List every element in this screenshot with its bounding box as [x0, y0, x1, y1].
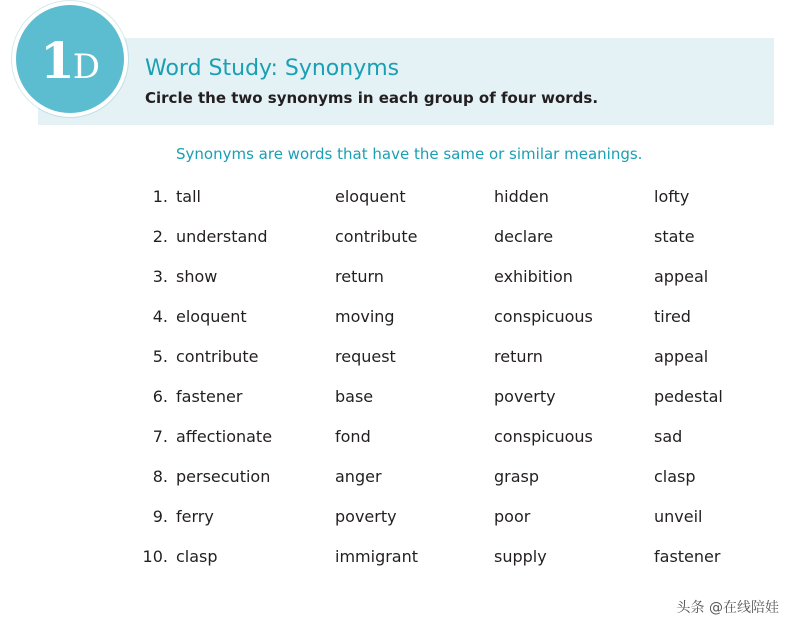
word-option[interactable]: state: [654, 227, 695, 246]
row-number: 2.: [152, 227, 168, 246]
word-group-row: [0, 343, 795, 383]
word-group-row: [0, 303, 795, 343]
word-option[interactable]: poverty: [494, 387, 556, 406]
word-option[interactable]: fond: [335, 427, 371, 446]
word-group-row: [0, 543, 795, 583]
word-option[interactable]: eloquent: [335, 187, 406, 206]
word-option[interactable]: ferry: [176, 507, 214, 526]
word-option[interactable]: pedestal: [654, 387, 723, 406]
word-option[interactable]: hidden: [494, 187, 549, 206]
word-option[interactable]: grasp: [494, 467, 540, 486]
watermark: 头条 @在线陪娃: [676, 600, 779, 616]
lesson-badge: [12, 1, 128, 117]
row-number: 3.: [152, 267, 168, 286]
word-option[interactable]: clasp: [654, 467, 696, 486]
word-option[interactable]: return: [335, 267, 384, 286]
row-number: 10.: [142, 547, 168, 566]
word-group-row: [0, 503, 795, 543]
word-option[interactable]: contribute: [176, 347, 259, 366]
word-option[interactable]: contribute: [335, 227, 418, 246]
word-option[interactable]: base: [335, 387, 374, 406]
word-group-row: [0, 423, 795, 463]
header-band: [38, 38, 774, 125]
badge-letter: D: [72, 47, 101, 87]
row-number: 5.: [152, 347, 168, 366]
section-instruction: Circle the two synonyms in each group of four words.: [145, 89, 599, 107]
word-option[interactable]: tall: [176, 187, 201, 206]
word-option[interactable]: appeal: [654, 267, 709, 286]
word-group-row: [0, 183, 795, 223]
badge-number: 1: [39, 31, 73, 90]
row-number: 8.: [152, 467, 168, 486]
word-option[interactable]: exhibition: [494, 267, 573, 286]
word-option[interactable]: conspicuous: [494, 427, 593, 446]
word-option[interactable]: affectionate: [176, 427, 273, 446]
word-option[interactable]: moving: [335, 307, 395, 326]
word-option[interactable]: eloquent: [176, 307, 247, 326]
word-groups-list: [0, 183, 795, 583]
word-option[interactable]: tired: [654, 307, 691, 326]
word-option[interactable]: poor: [494, 507, 531, 526]
word-option[interactable]: lofty: [654, 187, 690, 206]
word-option[interactable]: sad: [654, 427, 683, 446]
word-option[interactable]: return: [494, 347, 543, 366]
word-group-row: [0, 463, 795, 503]
word-option[interactable]: anger: [335, 467, 382, 486]
word-option[interactable]: appeal: [654, 347, 709, 366]
word-group-row: [0, 223, 795, 263]
word-option[interactable]: supply: [494, 547, 547, 566]
word-option[interactable]: unveil: [654, 507, 703, 526]
word-option[interactable]: declare: [494, 227, 554, 246]
word-option[interactable]: fastener: [654, 547, 721, 566]
synonym-definition: Synonyms are words that have the same or similar meanings.: [176, 145, 643, 163]
word-option[interactable]: immigrant: [335, 547, 419, 566]
row-number: 7.: [152, 427, 168, 446]
row-number: 6.: [152, 387, 168, 406]
word-option[interactable]: fastener: [176, 387, 243, 406]
row-number: 9.: [152, 507, 168, 526]
row-number: 1.: [152, 187, 168, 206]
row-number: 4.: [152, 307, 168, 326]
word-option[interactable]: understand: [176, 227, 268, 246]
word-option[interactable]: poverty: [335, 507, 397, 526]
word-option[interactable]: conspicuous: [494, 307, 593, 326]
word-option[interactable]: persecution: [176, 467, 271, 486]
word-option[interactable]: clasp: [176, 547, 218, 566]
word-option[interactable]: request: [335, 347, 396, 366]
section-title: Word Study: Synonyms: [145, 56, 400, 81]
word-group-row: [0, 263, 795, 303]
word-group-row: [0, 383, 795, 423]
word-option[interactable]: show: [176, 267, 218, 286]
